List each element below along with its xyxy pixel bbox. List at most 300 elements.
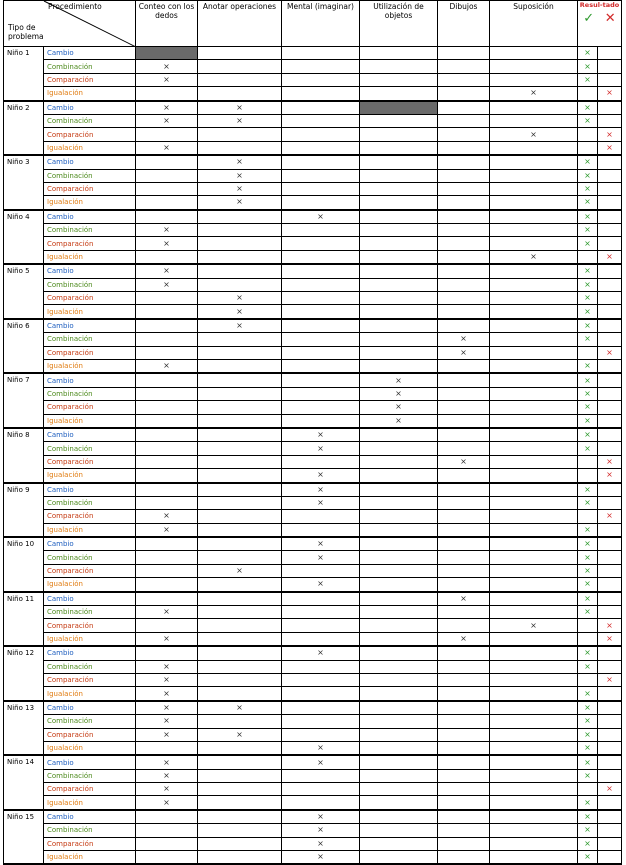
result-bad-cell: × <box>598 128 622 141</box>
mark-cell <box>198 73 282 86</box>
mark-cell: × <box>282 578 360 592</box>
problem-type: Combinación <box>44 660 136 673</box>
mark-cell <box>282 319 360 333</box>
mark-cell <box>360 182 438 195</box>
result-ok-cell: × <box>578 851 598 865</box>
mark-cell <box>360 824 438 837</box>
problem-type: Cambio <box>44 755 136 769</box>
mark-cell <box>438 114 490 127</box>
mark-cell <box>198 414 282 428</box>
mark-cell: × <box>198 292 282 305</box>
result-bad-cell <box>598 483 622 497</box>
mark-cell: × <box>360 373 438 387</box>
mark-cell <box>282 73 360 86</box>
mark-cell <box>360 319 438 333</box>
col-dibujos: Dibujos <box>438 1 490 47</box>
problem-type: Comparación <box>44 783 136 796</box>
mark-cell <box>360 592 438 606</box>
result-ok-cell: × <box>578 101 598 115</box>
problem-type: Igualación <box>44 250 136 264</box>
mark-cell <box>282 333 360 346</box>
mark-cell <box>490 632 578 646</box>
mark-cell <box>490 687 578 701</box>
mark-cell <box>136 47 198 60</box>
result-ok-cell: × <box>578 387 598 400</box>
problem-type: Cambio <box>44 155 136 169</box>
mark-cell <box>360 60 438 73</box>
mark-cell <box>490 646 578 660</box>
mark-cell <box>438 496 490 509</box>
result-bad-cell <box>598 442 622 455</box>
mark-cell <box>438 523 490 537</box>
problem-type: Igualación <box>44 632 136 646</box>
table-row <box>4 346 622 359</box>
result-ok-cell <box>578 619 598 632</box>
mark-cell <box>360 264 438 278</box>
result-ok-cell: × <box>578 169 598 182</box>
mark-cell: × <box>490 87 578 101</box>
mark-cell <box>360 510 438 523</box>
result-bad-cell <box>598 810 622 824</box>
mark-cell <box>198 250 282 264</box>
mark-cell <box>198 646 282 660</box>
table-row <box>4 414 622 428</box>
table-row <box>4 810 622 824</box>
result-ok-cell: × <box>578 196 598 210</box>
mark-cell <box>438 128 490 141</box>
mark-cell <box>360 810 438 824</box>
mark-cell <box>198 224 282 237</box>
mark-cell <box>490 523 578 537</box>
mark-cell: × <box>198 182 282 195</box>
mark-cell: × <box>198 728 282 741</box>
mark-cell <box>136 837 198 850</box>
mark-cell: × <box>282 442 360 455</box>
mark-cell <box>282 250 360 264</box>
mark-cell <box>438 210 490 224</box>
mark-cell <box>360 169 438 182</box>
problem-type: Combinación <box>44 715 136 728</box>
problem-type: Cambio <box>44 373 136 387</box>
mark-cell: × <box>136 660 198 673</box>
mark-cell <box>360 837 438 850</box>
result-bad-cell <box>598 428 622 442</box>
problem-type: Igualación <box>44 141 136 155</box>
mark-cell <box>490 796 578 810</box>
result-bad-cell <box>598 47 622 60</box>
mark-cell <box>490 564 578 577</box>
mark-cell <box>136 824 198 837</box>
mark-cell <box>360 359 438 373</box>
mark-cell <box>438 373 490 387</box>
result-ok-cell: × <box>578 401 598 414</box>
result-ok-cell <box>578 141 598 155</box>
mark-cell <box>198 428 282 442</box>
mark-cell <box>136 387 198 400</box>
header-procedimiento: Procedimiento <box>48 2 102 11</box>
mark-cell <box>198 537 282 551</box>
mark-cell <box>490 333 578 346</box>
mark-cell <box>136 210 198 224</box>
mark-cell <box>360 551 438 564</box>
problem-type: Cambio <box>44 101 136 115</box>
result-bad-cell <box>598 114 622 127</box>
header-corner <box>4 1 136 47</box>
result-bad-cell <box>598 333 622 346</box>
result-bad-cell: × <box>598 469 622 483</box>
mark-cell <box>282 606 360 619</box>
mark-cell <box>198 47 282 60</box>
mark-cell <box>360 346 438 359</box>
mark-cell <box>198 455 282 468</box>
mark-cell <box>490 728 578 741</box>
mark-cell: × <box>136 783 198 796</box>
mark-cell <box>360 851 438 865</box>
mark-cell <box>282 715 360 728</box>
mark-cell <box>438 715 490 728</box>
mark-cell <box>490 496 578 509</box>
mark-cell <box>438 196 490 210</box>
result-ok-cell: × <box>578 496 598 509</box>
mark-cell <box>198 401 282 414</box>
mark-cell <box>360 305 438 319</box>
mark-cell <box>282 401 360 414</box>
mark-cell <box>360 141 438 155</box>
problem-type: Igualación <box>44 414 136 428</box>
mark-cell <box>136 305 198 319</box>
mark-cell <box>438 646 490 660</box>
mark-cell <box>438 687 490 701</box>
result-ok-cell: × <box>578 47 598 60</box>
table-row <box>4 796 622 810</box>
result-ok-cell: × <box>578 537 598 551</box>
mark-cell <box>438 401 490 414</box>
mark-cell <box>282 237 360 250</box>
result-bad-cell <box>598 755 622 769</box>
mark-cell <box>490 701 578 715</box>
mark-cell <box>198 632 282 646</box>
mark-cell: × <box>282 755 360 769</box>
mark-cell <box>360 101 438 115</box>
problem-type: Comparación <box>44 673 136 686</box>
mark-cell <box>438 264 490 278</box>
result-ok-cell: × <box>578 359 598 373</box>
mark-cell <box>438 278 490 291</box>
problem-type: Cambio <box>44 810 136 824</box>
problem-type: Combinación <box>44 278 136 291</box>
mark-cell <box>438 414 490 428</box>
mark-cell <box>198 359 282 373</box>
mark-cell <box>438 551 490 564</box>
result-bad-cell: × <box>598 346 622 359</box>
result-bad-cell <box>598 523 622 537</box>
mark-cell <box>438 796 490 810</box>
mark-cell <box>438 250 490 264</box>
mark-cell <box>360 155 438 169</box>
mark-cell <box>360 128 438 141</box>
mark-cell: × <box>136 237 198 250</box>
mark-cell <box>438 578 490 592</box>
mark-cell <box>438 824 490 837</box>
table-row <box>4 141 622 155</box>
mark-cell: × <box>136 60 198 73</box>
mark-cell <box>136 333 198 346</box>
mark-cell: × <box>282 824 360 837</box>
mark-cell: × <box>282 469 360 483</box>
mark-cell <box>282 292 360 305</box>
mark-cell <box>360 496 438 509</box>
table-row <box>4 510 622 523</box>
table-row <box>4 169 622 182</box>
problem-type: Igualación <box>44 196 136 210</box>
mark-cell <box>136 442 198 455</box>
table-row <box>4 155 622 169</box>
problem-type: Cambio <box>44 537 136 551</box>
mark-cell <box>438 319 490 333</box>
problem-type: Combinación <box>44 769 136 782</box>
mark-cell <box>198 442 282 455</box>
table-row <box>4 401 622 414</box>
result-ok-cell: × <box>578 769 598 782</box>
child-label: Niño 10 <box>4 537 44 592</box>
col-mental: Mental (imaginar) <box>282 1 360 47</box>
mark-cell: × <box>136 101 198 115</box>
mark-cell <box>490 769 578 782</box>
mark-cell <box>438 428 490 442</box>
mark-cell <box>282 155 360 169</box>
result-bad-cell <box>598 319 622 333</box>
mark-cell <box>282 523 360 537</box>
mark-cell <box>136 414 198 428</box>
mark-cell <box>490 837 578 850</box>
mark-cell <box>360 715 438 728</box>
result-ok-cell <box>578 469 598 483</box>
mark-cell: × <box>438 632 490 646</box>
result-bad-cell <box>598 715 622 728</box>
mark-cell <box>282 87 360 101</box>
mark-cell <box>282 796 360 810</box>
mark-cell: × <box>136 141 198 155</box>
result-bad-cell <box>598 496 622 509</box>
mark-cell <box>490 606 578 619</box>
mark-cell <box>282 60 360 73</box>
mark-cell: × <box>282 851 360 865</box>
table-row <box>4 128 622 141</box>
mark-cell <box>282 673 360 686</box>
mark-cell <box>438 660 490 673</box>
header-tipo: Tipo de problema <box>8 23 44 41</box>
problem-type: Igualación <box>44 796 136 810</box>
mark-cell <box>198 141 282 155</box>
mark-cell <box>198 660 282 673</box>
table-row <box>4 359 622 373</box>
mark-cell <box>360 114 438 127</box>
problem-type: Igualación <box>44 741 136 755</box>
mark-cell <box>282 769 360 782</box>
mark-cell <box>282 359 360 373</box>
mark-cell <box>136 182 198 195</box>
result-bad-cell <box>598 264 622 278</box>
result-bad-cell: × <box>598 619 622 632</box>
result-ok-cell: × <box>578 114 598 127</box>
mark-cell <box>282 510 360 523</box>
mark-cell: × <box>282 741 360 755</box>
mark-cell <box>136 128 198 141</box>
table-row <box>4 428 622 442</box>
result-ok-cell <box>578 87 598 101</box>
col-anotar: Anotar operaciones <box>198 1 282 47</box>
result-ok-cell: × <box>578 578 598 592</box>
result-ok-cell: × <box>578 824 598 837</box>
mark-cell <box>438 673 490 686</box>
mark-cell <box>438 141 490 155</box>
mark-cell: × <box>282 551 360 564</box>
mark-cell: × <box>360 401 438 414</box>
mark-cell <box>490 428 578 442</box>
mark-cell: × <box>360 387 438 400</box>
mark-cell <box>360 673 438 686</box>
problem-type: Cambio <box>44 264 136 278</box>
mark-cell <box>490 359 578 373</box>
mark-cell <box>136 319 198 333</box>
child-label: Niño 13 <box>4 701 44 756</box>
result-ok-cell: × <box>578 210 598 224</box>
problem-type: Combinación <box>44 387 136 400</box>
mark-cell <box>360 237 438 250</box>
table-row <box>4 523 622 537</box>
mark-cell: × <box>198 114 282 127</box>
mark-cell: × <box>136 796 198 810</box>
mark-cell: × <box>198 101 282 115</box>
mark-cell: × <box>136 715 198 728</box>
mark-cell <box>490 660 578 673</box>
child-label: Niño 15 <box>4 810 44 865</box>
mark-cell <box>438 606 490 619</box>
result-ok-cell: × <box>578 646 598 660</box>
result-ok-cell: × <box>578 660 598 673</box>
table-row <box>4 250 622 264</box>
result-ok-cell: × <box>578 837 598 850</box>
mark-cell <box>490 210 578 224</box>
mark-cell <box>490 60 578 73</box>
mark-cell <box>438 755 490 769</box>
mark-cell <box>490 387 578 400</box>
problem-type: Cambio <box>44 319 136 333</box>
mark-cell <box>360 606 438 619</box>
mark-cell <box>490 319 578 333</box>
result-bad-cell <box>598 728 622 741</box>
table-row <box>4 60 622 73</box>
result-ok-cell: × <box>578 810 598 824</box>
col-resultado <box>578 1 622 47</box>
result-ok-cell: × <box>578 564 598 577</box>
result-bad-cell <box>598 210 622 224</box>
table-row <box>4 237 622 250</box>
mark-cell <box>438 619 490 632</box>
problem-type: Comparación <box>44 728 136 741</box>
table-row <box>4 455 622 468</box>
table-row <box>4 442 622 455</box>
problem-type: Comparación <box>44 455 136 468</box>
mark-cell <box>360 796 438 810</box>
mark-cell: × <box>198 701 282 715</box>
mark-cell: × <box>438 333 490 346</box>
mark-cell: × <box>490 128 578 141</box>
problem-type: Cambio <box>44 646 136 660</box>
mark-cell <box>490 101 578 115</box>
mark-cell <box>136 537 198 551</box>
mark-cell: × <box>282 537 360 551</box>
result-bad-cell <box>598 224 622 237</box>
problem-type: Comparación <box>44 237 136 250</box>
mark-cell <box>360 687 438 701</box>
mark-cell: × <box>136 755 198 769</box>
mark-cell: × <box>136 510 198 523</box>
mark-cell <box>360 537 438 551</box>
mark-cell: × <box>136 359 198 373</box>
mark-cell <box>360 632 438 646</box>
problem-type: Comparación <box>44 401 136 414</box>
mark-cell: × <box>136 606 198 619</box>
result-ok-cell: × <box>578 182 598 195</box>
mark-cell <box>198 60 282 73</box>
mark-cell: × <box>438 346 490 359</box>
table-row <box>4 182 622 195</box>
table-row <box>4 333 622 346</box>
mark-cell <box>198 592 282 606</box>
mark-cell <box>282 47 360 60</box>
mark-cell: × <box>136 673 198 686</box>
mark-cell <box>198 523 282 537</box>
problem-type: Cambio <box>44 47 136 60</box>
table-row <box>4 660 622 673</box>
table-row <box>4 224 622 237</box>
mark-cell <box>198 469 282 483</box>
table-row <box>4 715 622 728</box>
result-bad-cell <box>598 182 622 195</box>
mark-cell <box>490 442 578 455</box>
mark-cell <box>282 141 360 155</box>
result-ok-cell <box>578 510 598 523</box>
mark-cell <box>360 769 438 782</box>
mark-cell <box>438 87 490 101</box>
mark-cell <box>136 250 198 264</box>
mark-cell <box>136 810 198 824</box>
mark-cell <box>136 428 198 442</box>
child-label: Niño 11 <box>4 592 44 647</box>
result-bad-cell: × <box>598 783 622 796</box>
mark-cell <box>360 278 438 291</box>
problem-type: Comparación <box>44 128 136 141</box>
result-ok-cell: × <box>578 428 598 442</box>
mark-cell <box>360 250 438 264</box>
mark-cell <box>490 264 578 278</box>
result-bad-cell: × <box>598 510 622 523</box>
result-ok-cell <box>578 673 598 686</box>
mark-cell <box>282 783 360 796</box>
mark-cell <box>198 237 282 250</box>
result-ok-cell: × <box>578 442 598 455</box>
mark-cell <box>136 87 198 101</box>
mark-cell <box>360 619 438 632</box>
mark-cell: × <box>282 496 360 509</box>
mark-cell <box>490 510 578 523</box>
cross-icon: ✕ <box>604 11 616 26</box>
mark-cell <box>282 387 360 400</box>
mark-cell <box>490 810 578 824</box>
mark-cell <box>198 824 282 837</box>
table-row <box>4 606 622 619</box>
